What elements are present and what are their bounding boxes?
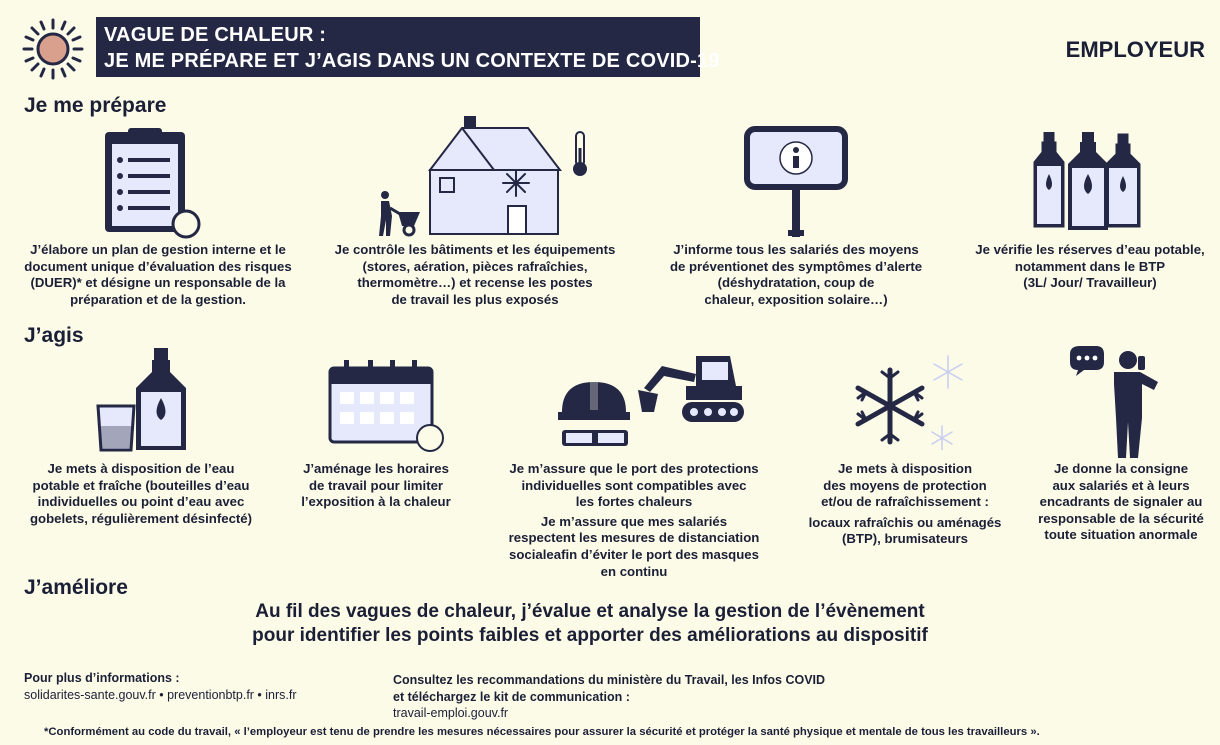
caption-line: les fortes chaleurs: [575, 494, 693, 510]
caption-line: (BTP), brumisateurs: [841, 531, 969, 547]
section-ameliore-title: J’améliore: [24, 576, 128, 599]
helmet-goggles-icon: [556, 376, 632, 452]
caption-line: des moyens de protection: [823, 477, 987, 493]
audience-label: EMPLOYEUR: [1065, 37, 1205, 62]
caption-line: Je mets à disposition de l’eau: [47, 461, 235, 476]
agis-caption-3: [492, 461, 776, 580]
caption-line: chaleur, exposition solaire…): [704, 291, 888, 307]
agis-caption-1: [16, 461, 266, 527]
agis-caption-5: [1026, 461, 1216, 544]
footer-info: [24, 670, 364, 703]
prepare-caption-1: [16, 242, 300, 308]
glass-bottle-icon: [94, 346, 190, 452]
info-links[interactable]: solidarites-sante.gouv.fr • preventionbtp.fr • inrs.fr: [24, 687, 297, 702]
caption-line: Je donne la consigne: [1053, 461, 1189, 476]
agis-caption-4: [794, 461, 1016, 548]
improve-line-2: pour identifier les points faibles et apporter des améliorations au dispositif: [252, 625, 928, 646]
caption-line: (3L/ Jour/ Travailleur): [1023, 275, 1157, 291]
agis-caption-2: [290, 461, 462, 511]
caption-line: responsable de la sécurité: [1038, 510, 1204, 526]
caption-line: gobelets, régulièrement désinfecté): [29, 510, 253, 526]
caption-line: aux salariés et à leurs: [1052, 477, 1190, 493]
caption-line: (stores, aération, pièces rafraîchies,: [362, 258, 588, 274]
caption-line: Je contrôle les bâtiments et les équipements: [334, 242, 616, 257]
improve-statement: [160, 600, 1020, 648]
caption-line: J’aménage les horaires: [303, 461, 449, 476]
caption-line: (DUER)* et désigne un responsable de la: [30, 275, 286, 291]
title-line-2: JE ME PRÉPARE ET J’AGIS DANS UN CONTEXTE DE COVID-19: [104, 50, 720, 72]
caption-line: et/ou de rafraîchissement :: [821, 494, 989, 510]
caption-line: thermomètre…) et recense les postes: [357, 275, 593, 291]
info-sign-icon: [744, 126, 848, 238]
caption-line: locaux rafraîchis ou aménagés: [808, 514, 1002, 530]
thermometer-icon: [570, 130, 590, 178]
water-bottles-icon: [1030, 132, 1150, 232]
person-phone-icon: [1066, 344, 1160, 460]
title-line-1: VAGUE DE CHALEUR :: [104, 24, 327, 46]
prepare-caption-2: [322, 242, 628, 308]
caption-line: J’élabore un plan de gestion interne et le: [30, 242, 286, 257]
consult-line-1: Consultez les recommandations du ministère du Travail, les Infos COVID: [393, 673, 826, 687]
caption-line: préparation et de la gestion.: [70, 291, 246, 307]
prepare-caption-3: [648, 242, 944, 308]
footer-consult: [393, 672, 853, 722]
caption-line: potable et fraîche (bouteilles d’eau: [32, 477, 250, 493]
prepare-caption-4: [960, 242, 1220, 292]
info-label: Pour plus d’informations :: [24, 671, 180, 685]
caption-line: toute situation anormale: [1044, 527, 1198, 543]
caption-line: Je m’assure que le port des protections: [509, 461, 759, 476]
house-icon: [428, 116, 564, 236]
snowflakes-icon: [852, 354, 972, 450]
calendar-clock-icon: [328, 360, 446, 452]
caption-line: de préventionet des symptômes d’alerte: [669, 258, 923, 274]
legal-footnote: *Conformément au code du travail, « l’employeur est tenu de prendre les mesures nécessaires pour assurer la sécurité et protéger la santé physique et mentale de tous les travailleurs ».: [44, 726, 1040, 738]
section-agis-title: J’agis: [24, 324, 84, 347]
page-title: [96, 17, 720, 77]
sun-icon: [22, 18, 84, 80]
caption-line: de travail pour limiter: [308, 477, 444, 493]
caption-line: individuelles ou point d’eau avec: [37, 494, 245, 510]
caption-line: Je vérifie les réserves d’eau potable,: [975, 242, 1205, 257]
section-prepare-title: Je me prépare: [24, 94, 167, 117]
worker-wheelbarrow-icon: [376, 190, 422, 238]
consult-line-2: et téléchargez le kit de communication :: [393, 689, 630, 704]
caption-line: document unique d’évaluation des risques: [24, 258, 292, 274]
caption-line: socialeafin d’éviter le port des masques: [509, 546, 759, 562]
caption-line: J’informe tous les salariés des moyens: [673, 242, 919, 257]
caption-line: (déshydratation, coup de: [717, 275, 875, 291]
caption-line: en continu: [600, 563, 668, 579]
caption-line: Je m’assure que mes salariés: [540, 513, 728, 529]
improve-line-1: Au fil des vagues de chaleur, j’évalue et analyse la gestion de l’évènement: [255, 601, 925, 622]
caption-line: de travail les plus exposés: [391, 291, 559, 307]
caption-line: Je mets à disposition: [837, 461, 973, 476]
consult-link[interactable]: travail-emploi.gouv.fr: [393, 706, 509, 720]
caption-line: encadrants de signaler au: [1039, 494, 1203, 510]
excavator-icon: [636, 350, 748, 428]
caption-line: respectent les mesures de distanciation: [508, 530, 760, 546]
caption-line: notamment dans le BTP: [1014, 258, 1166, 274]
clipboard-icon: [100, 128, 202, 240]
caption-line: l’exposition à la chaleur: [301, 494, 451, 510]
caption-line: individuelles sont compatibles avec: [521, 477, 747, 493]
